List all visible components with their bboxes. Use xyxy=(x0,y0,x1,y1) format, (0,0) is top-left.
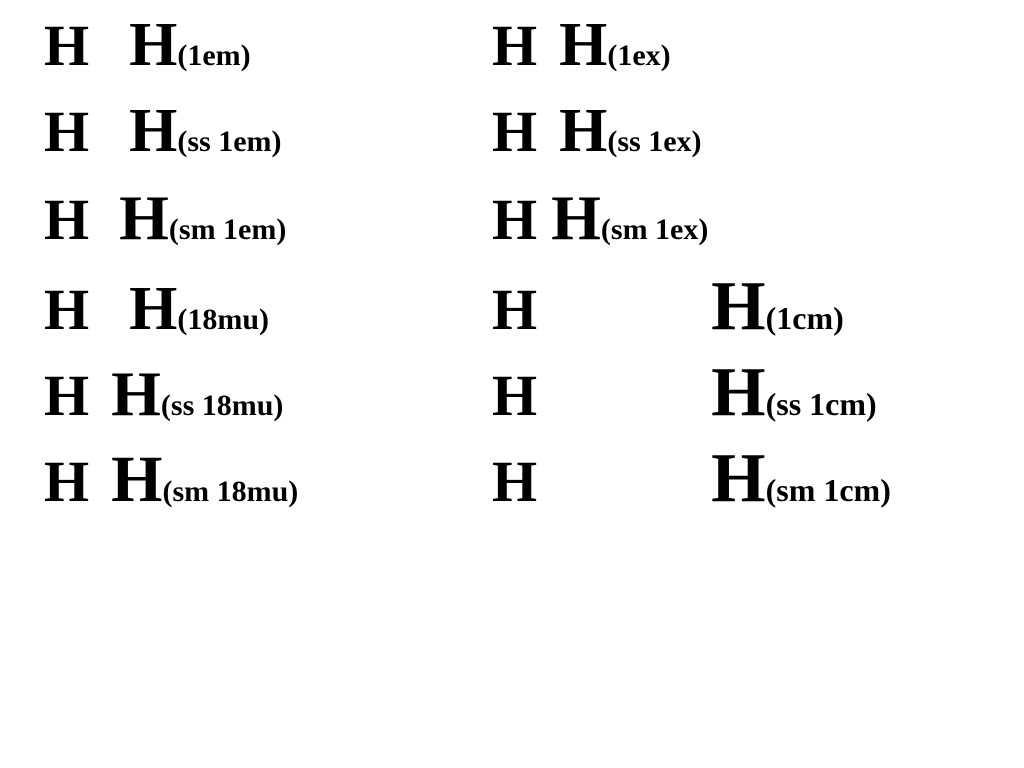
size-label: (ss 18mu) xyxy=(160,389,284,422)
reference-glyph: H xyxy=(44,99,90,164)
sample-measure xyxy=(129,11,251,79)
sample-cell-right xyxy=(470,440,1024,517)
sample-measure xyxy=(711,440,891,517)
reference-glyph: H xyxy=(44,187,90,252)
reference-glyph: H xyxy=(44,277,90,342)
sample-cell-left xyxy=(0,97,470,165)
reference-glyph: H xyxy=(492,99,538,164)
scaled-glyph: H xyxy=(129,97,178,165)
sample-cell-left xyxy=(0,182,470,253)
size-label: (1em) xyxy=(177,39,251,72)
sample-measure xyxy=(559,11,671,79)
sample-row xyxy=(0,268,1024,358)
scaled-glyph: H xyxy=(129,11,178,79)
scaled-glyph: H xyxy=(559,11,608,79)
sample-measure xyxy=(559,97,702,165)
size-label: (sm 1em) xyxy=(168,213,287,246)
reference-glyph: H xyxy=(492,277,538,342)
sample-row xyxy=(0,182,1024,272)
sample-cell-left xyxy=(0,275,470,343)
sample-measure xyxy=(119,182,287,253)
sample-cell-left xyxy=(0,358,470,429)
sample-cell-right xyxy=(470,268,1024,345)
scaled-glyph: H xyxy=(711,268,766,345)
sample-measure xyxy=(711,354,877,431)
reference-glyph: H xyxy=(44,449,90,514)
reference-glyph: H xyxy=(492,13,538,78)
sample-row xyxy=(0,11,1024,100)
reference-glyph: H xyxy=(44,363,90,428)
sample-cell-right xyxy=(470,11,1024,79)
sample-cell-left xyxy=(0,443,470,516)
size-label: (sm 1cm) xyxy=(765,472,891,508)
sample-row xyxy=(0,440,1024,530)
scaled-glyph: H xyxy=(711,440,766,517)
size-label: (1cm) xyxy=(765,300,844,336)
sample-measure xyxy=(551,182,709,253)
sample-row xyxy=(0,97,1024,186)
sample-measure xyxy=(711,268,844,345)
size-label: (18mu) xyxy=(177,303,270,336)
sample-cell-right xyxy=(470,182,1024,253)
size-label: (sm 1ex) xyxy=(600,213,709,246)
sample-cell-right xyxy=(470,97,1024,165)
reference-glyph: H xyxy=(492,187,538,252)
scaled-glyph: H xyxy=(559,97,608,165)
sample-measure xyxy=(111,358,284,429)
size-label: (sm 18mu) xyxy=(162,475,299,508)
scaled-glyph: H xyxy=(111,358,161,429)
sample-measure xyxy=(129,275,270,343)
reference-glyph: H xyxy=(44,13,90,78)
scaled-glyph: H xyxy=(551,182,601,253)
sample-cell-right xyxy=(470,354,1024,431)
size-label: (1ex) xyxy=(607,39,671,72)
reference-glyph: H xyxy=(492,449,538,514)
sample-measure xyxy=(129,97,282,165)
scaled-glyph: H xyxy=(129,275,178,343)
sample-measure xyxy=(111,443,299,516)
size-label: (ss 1ex) xyxy=(607,125,702,158)
reference-glyph: H xyxy=(492,363,538,428)
sample-row xyxy=(0,354,1024,444)
scaled-glyph: H xyxy=(119,182,169,253)
size-label: (ss 1cm) xyxy=(765,386,877,422)
scaled-glyph: H xyxy=(111,443,163,516)
sample-cell-left xyxy=(0,11,470,79)
scaled-glyph: H xyxy=(711,354,766,431)
size-label: (ss 1em) xyxy=(177,125,282,158)
